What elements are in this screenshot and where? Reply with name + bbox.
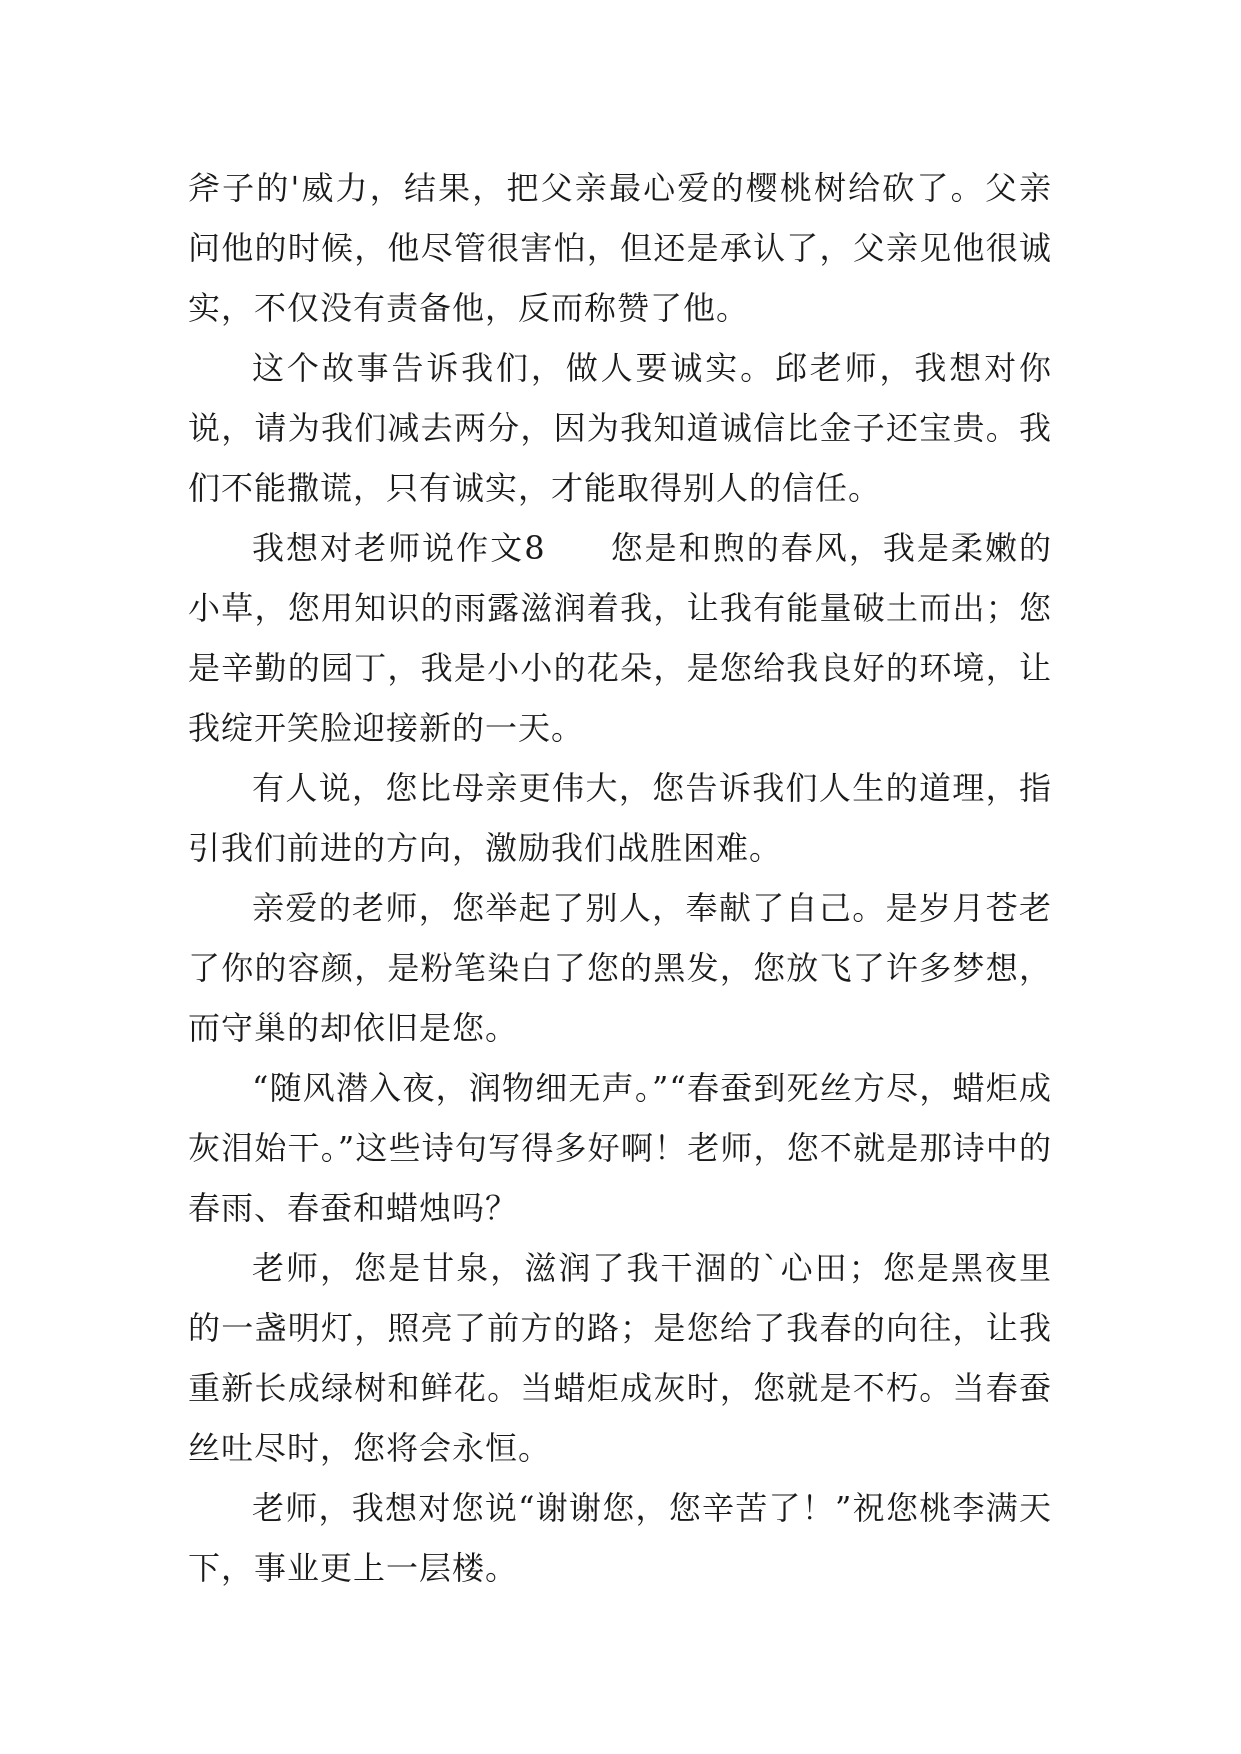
essay-heading: 我想对老师说作文8 — [252, 529, 546, 567]
paragraph-greater-than-mother: 有人说，您比母亲更伟大，您告诉我们人生的道理，指引我们前进的方向，激励我们战胜困难。 — [188, 769, 1052, 867]
document-body — [188, 158, 1052, 1598]
paragraph-dear-teacher: 亲爱的老师，您举起了别人，奉献了自己。是岁月苍老了你的容颜，是粉笔染白了您的黑发，您放飞了许多梦想，而守巢的却依旧是您。 — [188, 889, 1052, 1047]
paragraph-story-ending: 斧子的'威力，结果，把父亲最心爱的樱桃树给砍了。父亲问他的时候，他尽管很害怕，但还是承认了，父亲见他很诚实，不仅没有责备他，反而称赞了他。 — [188, 169, 1052, 327]
paragraph-honesty-lesson: 这个故事告诉我们，做人要诚实。邱老师，我想对你说，请为我们减去两分，因为我知道诚信比金子还宝贵。我们不能撒谎，只有诚实，才能取得别人的信任。 — [188, 349, 1052, 507]
paragraph-essay-8-intro — [188, 518, 1052, 758]
paragraph-thank-you: 老师，我想对您说“谢谢您，您辛苦了！”祝您桃李满天下，事业更上一层楼。 — [188, 1489, 1052, 1587]
paragraph-poem-quotes: “随风潜入夜，润物细无声。”“春蚕到死丝方尽，蜡炬成灰泪始干。”这些诗句写得多好啊！老师，您不就是那诗中的春雨、春蚕和蜡烛吗？ — [188, 1069, 1052, 1227]
essay-8-opening-text: 您是和煦的春风，我是柔嫩的小草，您用知识的雨露滋润着我，让我有能量破土而出；您是辛勤的园丁，我是小小的花朵，是您给我良好的环境，让我绽开笑脸迎接新的一天。 — [188, 529, 1052, 747]
paragraph-sweet-spring: 老师，您是甘泉，滋润了我干涸的`心田；您是黑夜里的一盏明灯，照亮了前方的路；是您给了我春的向往，让我重新长成绿树和鲜花。当蜡炬成灰时，您就是不朽。当春蚕丝吐尽时，您将会永恒。 — [188, 1249, 1052, 1467]
